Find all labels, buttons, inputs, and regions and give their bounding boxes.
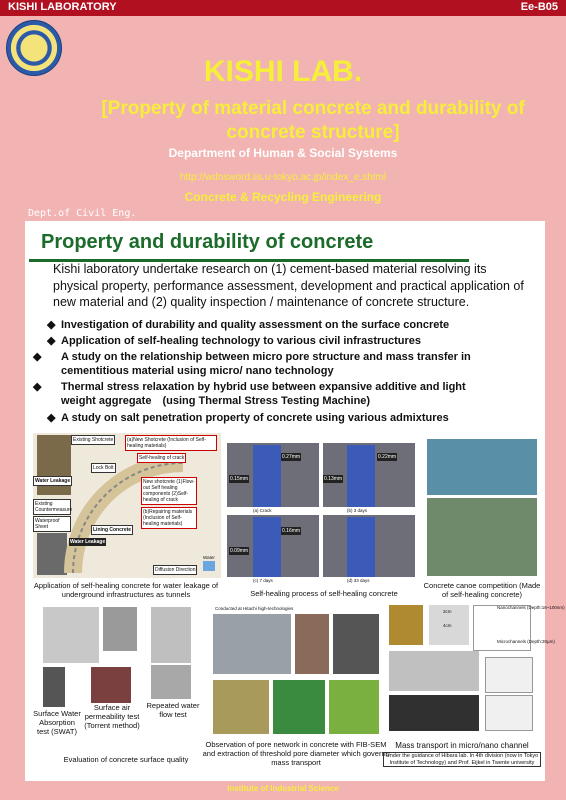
civil-dept: Dept.of Civil Eng. [28,208,137,219]
bullet-item: ◆ A study on the relationship between micro pore structure and mass transfer in cementitious material using micro/ nano technology [33,351,471,377]
bullet-item: ◆ Investigation of durability and quality assessment on the surface concrete [47,319,450,331]
pore-3d-photo [295,614,329,674]
label-new-shotcrete: (a)New Shotcrete (Inclusion of Self-healing materials) [125,435,217,451]
crack-specimen-a [253,445,281,507]
department: Department of Human & Social Systems [168,146,398,160]
setup-photo [389,651,479,691]
pore-note: Conducted at Hitachi high-technologies [215,606,294,611]
pore-figure [211,606,383,736]
label-new-shotcrete-box: New shotcrete (1)Flow-out Self healing components (2)Self-healing of crack [141,477,197,505]
poster-title: KISHI LAB. [203,55,363,88]
bullet-item: ◆ Application of self-healing technology to various civil infrastructures [47,335,422,347]
crack-width-label: 0.22mm [378,454,397,460]
flow-test-photo [151,607,191,663]
diamond-icon: ◆ [33,351,42,363]
label-existing-countermeasure: Existing Countermeasure [35,501,73,513]
content-panel [25,221,565,781]
plot-1 [485,657,533,693]
label-lining-concrete: Lining Concrete [93,527,132,533]
label-repeated-flow: Repeated water flow test [146,701,200,719]
fib-sem-photo [213,614,291,674]
label-repairing-materials: (b)Repairing materials (Inclusion of Self-healing materials) [141,507,197,529]
nano-figure [385,601,565,743]
subtitle-line-2: concrete structure] [226,122,400,143]
nano-note: Under the guidance of Hibara lab. In 4th division (now in Tokyo Institute of Technology) and Prof. Eijkel in Twente university [383,752,541,767]
label-4cm: 4cm [443,623,452,628]
label-water-leakage-2: Water Leakage [70,539,106,545]
pore-volume-photo [213,680,269,734]
subtitle-line-1: [Property of material concrete and durability of [101,98,525,119]
label-waterproof-sheet: Waterproof Sheet [33,516,71,532]
label-lock-bolt: Lock Bolt [93,465,114,471]
label-swat: Surface Water Absorption test (SWAT) [33,709,81,736]
plot-2 [485,695,533,731]
swat-rig-photo [43,607,99,663]
pore-graph [333,614,379,674]
crack-width-label: 0.16mm [282,528,301,534]
panel-label: (a) Crack [253,508,272,513]
label-self-healing-crack: Self-healing of crack [139,455,185,461]
flow-images [389,695,479,731]
group-name: Concrete & Recycling Engineering [184,190,382,204]
swat-photo [43,667,65,707]
intro-text: Kishi laboratory undertake research on (1) cement-based material resolving its physical property, performance assessment, development and practical application of new material and (2) quality inspection / maintenance of concrete structure. [53,262,524,309]
crack-width-label: 0.13mm [324,476,343,482]
equipment-photo [103,607,137,651]
poster-subtitle [60,97,566,145]
label-torrent: Surface air permeability test (Torrent method) [84,703,140,730]
caption-canoe: Concrete canoe competition (Made of self-healing concrete) [423,581,541,599]
label-microchannels: Microchannels (Depth:30μm) [497,639,555,644]
caption-tunnel: Application of self-healing concrete for water leakage of underground infrastructures as tunnels [33,581,219,599]
caption-healing: Self-healing process of self-healing concrete [250,589,398,598]
bullet-item: ◆ A study on salt penetration property of concrete using various admixtures [47,412,449,424]
footer-institute: Institute of Industrial Science [227,784,339,793]
label-3cm: 3cm [443,609,452,614]
tunnel-diagram [33,433,221,578]
lab-url[interactable]: http://wdnsword.iis.u-tokyo.ac.jp/index_e.shtml [179,172,387,183]
diamond-icon: ◆ [47,335,56,347]
pore-threshold-photo [329,680,379,734]
panel-label: (c) 7 days [253,578,273,583]
poster-code: Ee-B05 [520,1,558,13]
label-nanochannels: Nanochannels (Depth:18~100nm) [497,605,565,610]
bullet-item: ◆ Thermal stress relaxation by hybrid use between expansive additive and light weight aggregate (using Thermal Stress Testing Machine) [33,381,466,407]
repeated-flow-photo [151,665,191,699]
top-bar [0,0,566,16]
canoe-photo-bottom [427,498,537,576]
caption-nano: Mass transport in micro/nano channel [395,741,529,750]
label-diffusion-direction: Diffusion Direction [155,567,196,573]
panel-label: (b) 3 days [347,508,368,513]
surface-figure [33,603,211,736]
diamond-icon: ◆ [33,381,42,393]
panel-label: (d) 33 days [347,578,370,583]
crack-width-label: 0.15mm [230,476,249,482]
crack-specimen-b [347,445,375,507]
caption-surface: Evaluation of concrete surface quality [63,755,189,764]
diamond-icon: ◆ [47,412,56,424]
torrent-photo [91,667,131,703]
crack-specimen-d [347,517,375,577]
chip-photo-1 [389,605,423,645]
section-heading: Property and durability of concrete [41,231,374,253]
caption-pore: Observation of pore network in concrete with FIB-SEM and extraction of threshold pore diameter which governs mass transport [202,740,390,767]
crack-specimen-c [253,517,281,577]
crack-width-label: 0.09mm [230,548,249,554]
pore-network-photo [273,680,325,734]
label-existing-shotcrete: Existing Shotcrete [73,437,114,443]
label-water: Water [203,555,215,560]
crack-width-label: 0.27mm [282,454,301,460]
canoe-photo-top [427,439,537,495]
channel-diagram [473,605,531,651]
healing-figure [227,443,417,583]
diamond-icon: ◆ [47,319,56,331]
label-water-leakage: Water Leakage [35,478,71,484]
lab-name: KISHI LABORATORY [8,1,117,13]
